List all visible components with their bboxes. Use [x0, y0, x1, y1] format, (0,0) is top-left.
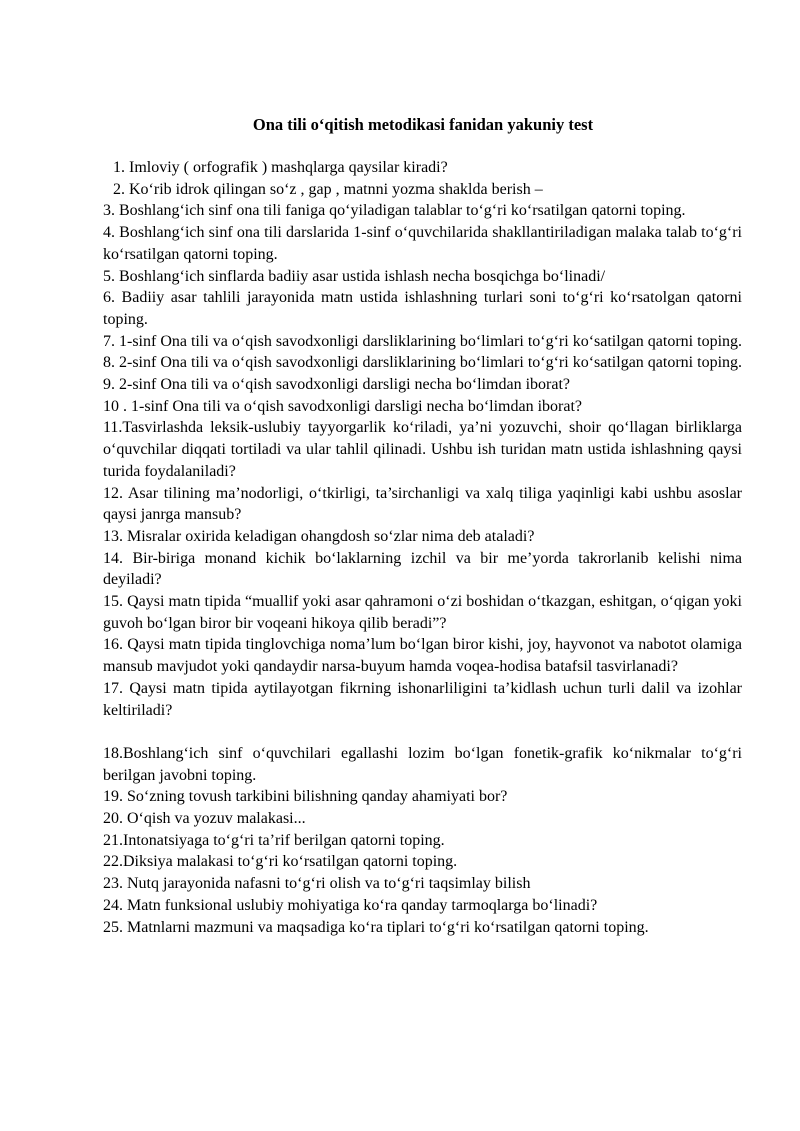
question-item-25: 25. Matnlarni mazmuni va maqsadiga ko‘ra tiplari to‘g‘ri ko‘rsatilgan qatorni toping. [103, 918, 649, 936]
question-list [103, 157, 742, 938]
question-item-24: 24. Matn funksional uslubiy mohiyatiga ko‘ra qanday tarmoqlarga bo‘linadi? [103, 896, 598, 914]
question-item-6: 6. Badiiy asar tahlili jarayonida matn ustida ishlashning turlari soni to‘g‘ri ko‘rsatolgan qatorni toping. [103, 289, 742, 328]
question-item-8: 8. 2-sinf Ona tili va o‘qish savodxonligi darsliklarining bo‘limlari to‘g‘ri ko‘satilgan qatorni toping. [103, 354, 743, 372]
question-item-19: 19. So‘zning tovush tarkibini bilishning qanday ahamiyati bor? [103, 788, 508, 806]
question-item-3: 3. Boshlang‘ich sinf ona tili faniga qo‘yiladigan talablar to‘g‘ri ko‘rsatilgan qatorni toping. [103, 202, 686, 220]
question-item-23: 23. Nutq jarayonida nafasni to‘g‘ri olish va to‘g‘ri taqsimlay bilish [103, 875, 531, 893]
question-item-17: 17. Qaysi matn tipida aytilayotgan fikrning ishonarliligini ta’kidlash uchun turli dalil va izohlar keltiriladi? [103, 679, 742, 719]
question-item-4: 4. Boshlang‘ich sinf ona tili darslarida 1-sinf o‘quvchilarida shakllantiriladigan malaka talab to‘g‘ri ko‘rsatilgan qatorni toping. [103, 224, 742, 263]
question-item-7: 7. 1-sinf Ona tili va o‘qish savodxonligi darsliklarining bo‘limlari to‘g‘ri ko‘satilgan qatorni toping. [103, 332, 743, 350]
question-item-22: 22.Diksiya malakasi to‘g‘ri ko‘rsatilgan qatorni toping. [103, 853, 458, 871]
question-item-5: 5. Boshlang‘ich sinflarda badiiy asar ustida ishlash necha bosqichga bo‘linadi/ [103, 267, 606, 285]
question-item-20: 20. O‘qish va yozuv malakasi... [103, 810, 306, 828]
question-item-12: 12. Asar tilining ma’nodorligi, o‘tkirligi, ta’sirchanligi va xalq tiliga yaqinligi kabi ushbu asoslar qaysi janrga mansub? [103, 484, 742, 524]
question-item-9: 9. 2-sinf Ona tili va o‘qish savodxonligi darsligi necha bo‘limdan iborat? [103, 376, 571, 394]
question-item-13: 13. Misralar oxirida keladigan ohangdosh so‘zlar nima deb ataladi? [103, 527, 535, 545]
question-item-11: 11.Tasvirlashda leksik-uslubiy tayyorgarlik ko‘riladi, ya’ni yozuvchi, shoir qo‘llagan birliklarga o‘quvchilar diqqati tortiladi va ular tahlil qilinadi. Ushbu ish turidan matn ustida ishlashning qaysi turida foydalaniladi? [103, 419, 742, 480]
question-item-18: 18.Boshlang‘ich sinf o‘quvchilari egallashi lozim bo‘lgan fonetik-grafik ko‘nikmalar to‘g‘ri berilgan javobni toping. [103, 744, 742, 784]
question-item-14: 14. Bir-biriga monand kichik bo‘laklarning izchil va bir me’yorda takrorlanib kelishi nima deyiladi? [103, 549, 742, 589]
question-item-16: 16. Qaysi matn tipida tinglovchiga noma’lum bo‘lgan biror kishi, joy, hayvonot va nabotot olamiga mansub mavjudot yoki qandaydir narsa-buyum hamda voqea-hodisa batafsil tasvirlanadi? [103, 636, 742, 676]
document-title: Ona tili o‘qitish metodikasi fanidan yakuniy test [252, 115, 594, 134]
question-item-21: 21.Intonatsiyaga to‘g‘ri ta’rif berilgan qatorni toping. [103, 831, 445, 849]
question-item-1: 1. Imloviy ( orfografik ) mashqlarga qaysilar kiradi? [113, 159, 448, 176]
question-item-10: 10 . 1-sinf Ona tili va o‘qish savodxonligi darsligi necha bo‘limdan iborat? [103, 397, 583, 415]
question-item-15: 15. Qaysi matn tipida “muallif yoki asar qahramoni o‘zi boshidan o‘tkazgan, eshitgan, o‘qigan yoki guvoh bo‘lgan biror bir voqeani hikoya qilib beradi”? [103, 593, 742, 632]
question-item-2: 2. Ko‘rib idrok qilingan so‘z , gap , matnni yozma shaklda berish – [113, 180, 543, 198]
